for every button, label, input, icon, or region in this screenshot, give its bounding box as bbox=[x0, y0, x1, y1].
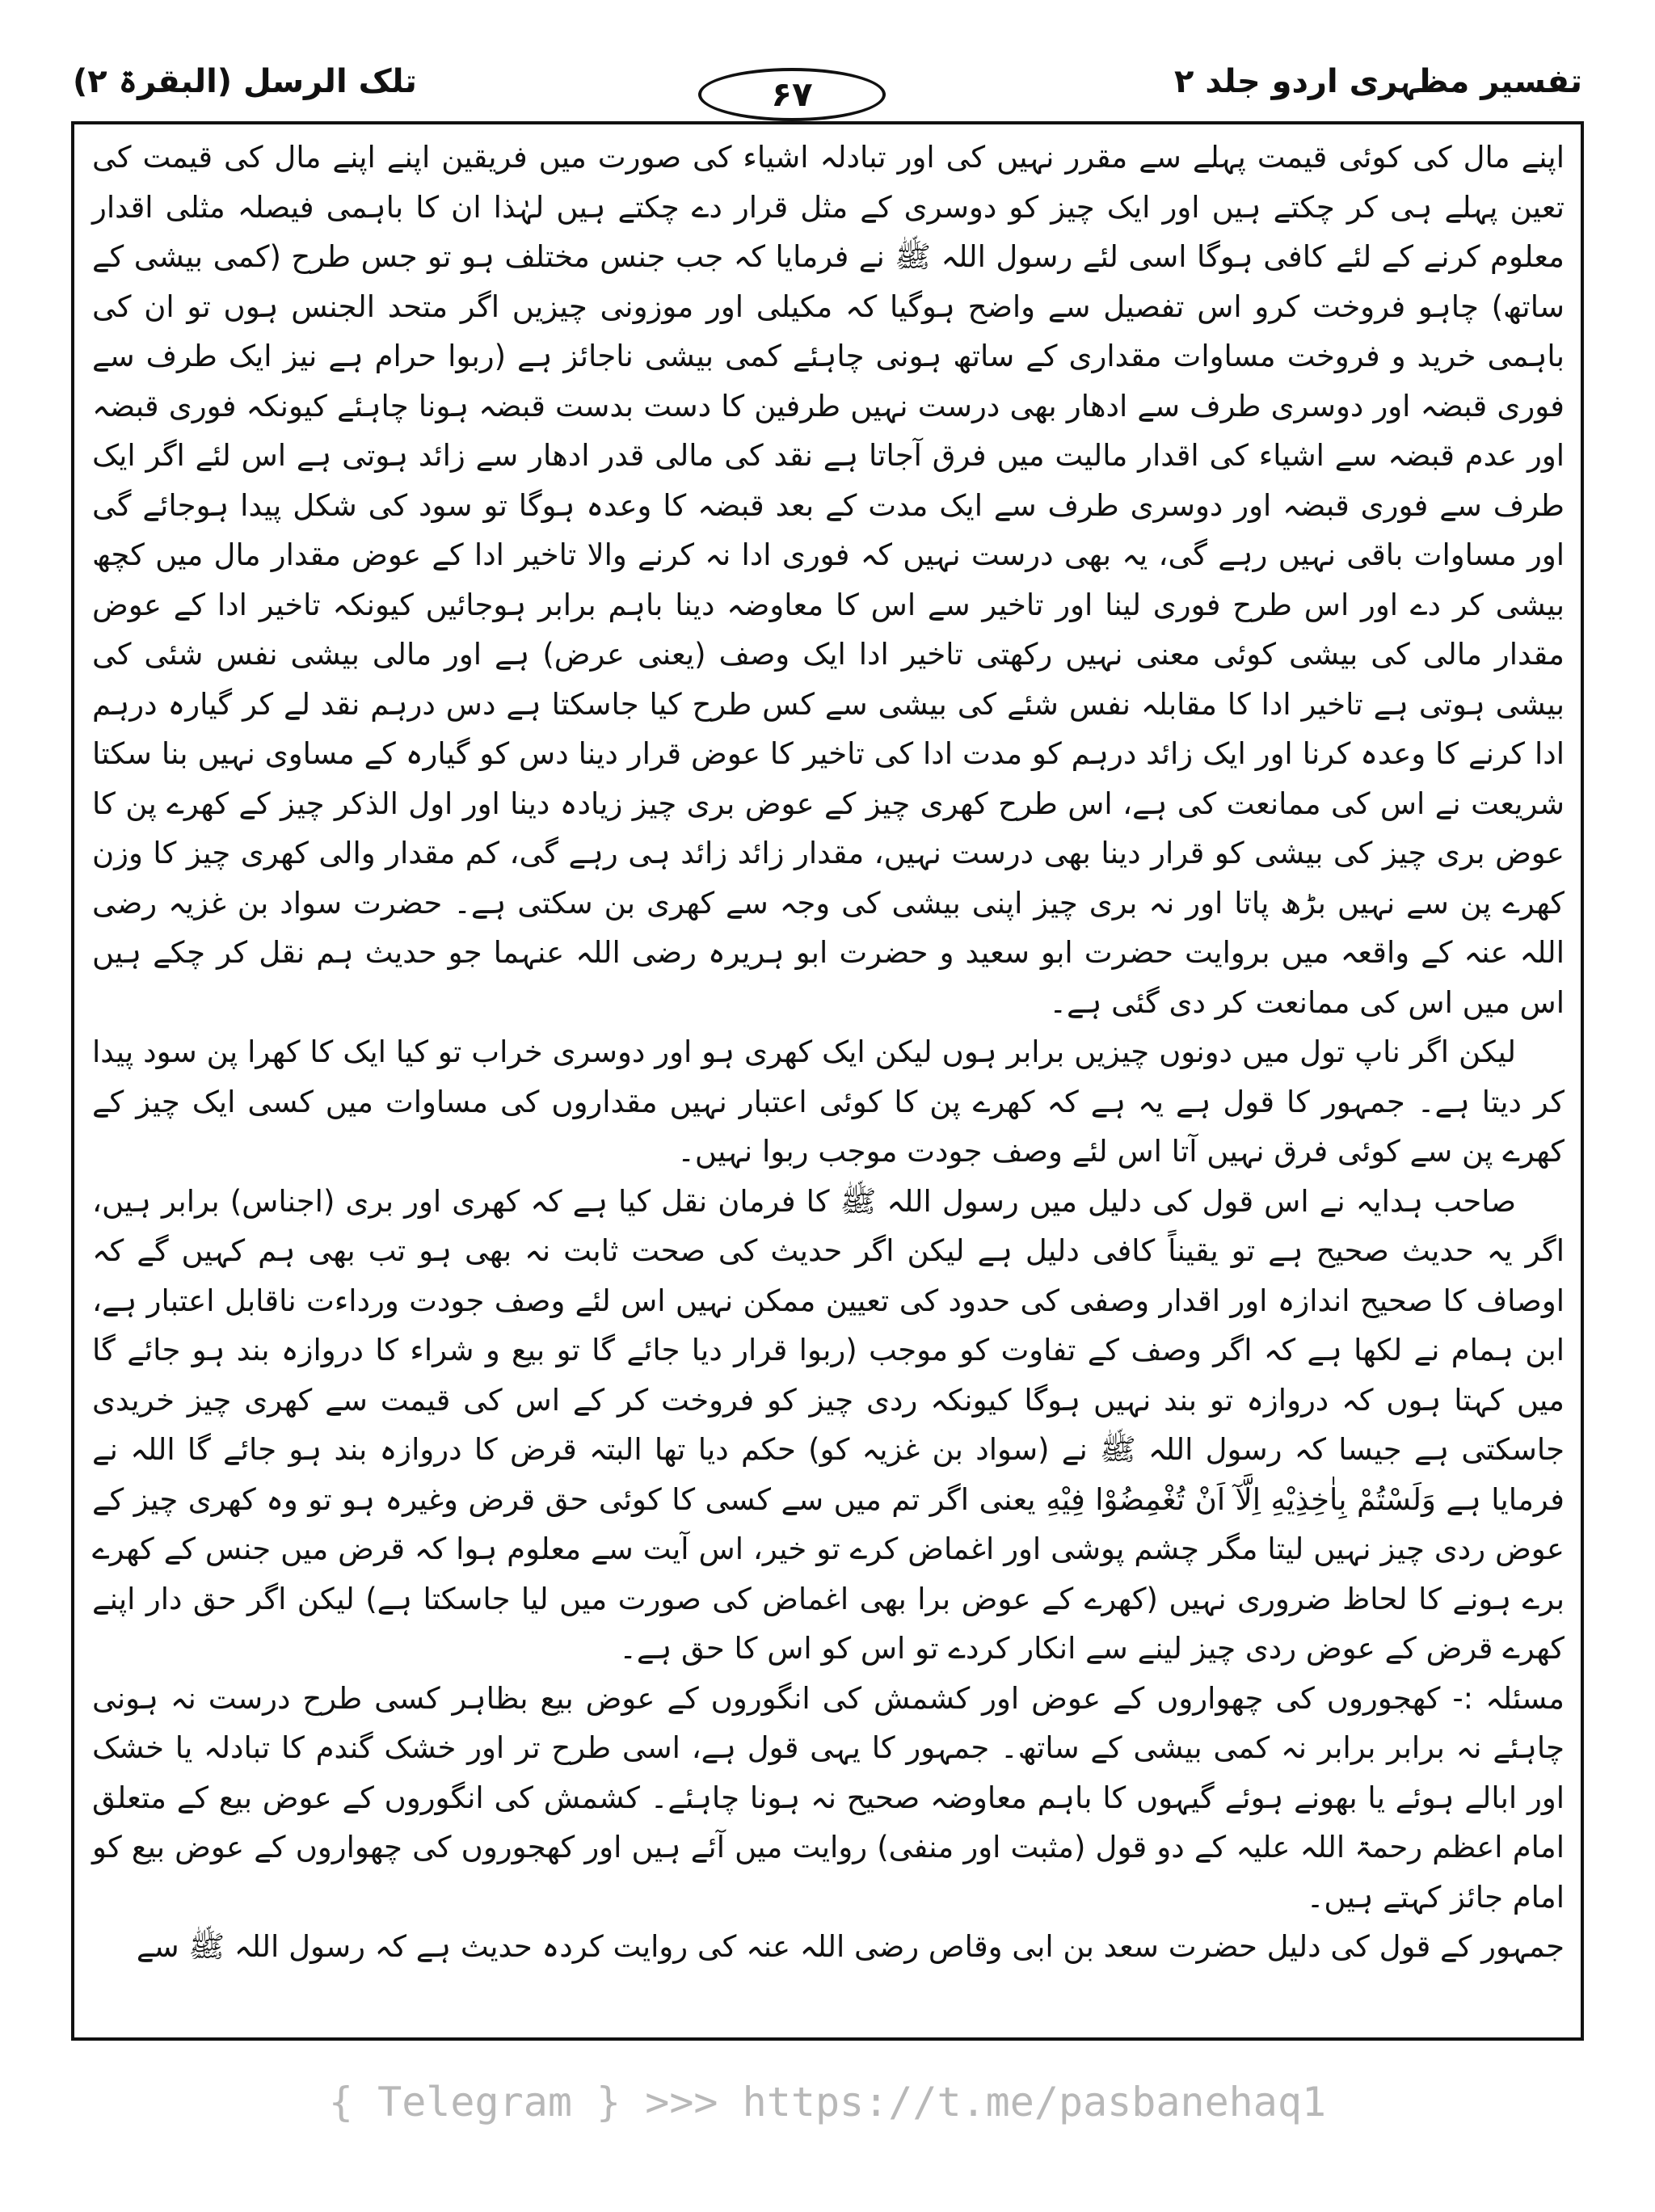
paragraph: جمہور کے قول کی دلیل حضرت سعد بن ابی وقاص رضی اللہ عنہ کی روایت کردہ حدیث ہے کہ رسول اللہ ﷺ سے bbox=[136, 1929, 1564, 1964]
page-number: ۶۷ bbox=[698, 68, 886, 121]
body-text bbox=[92, 133, 1564, 1972]
book-title: تفسیر مظہری اردو جلد ۲ bbox=[1174, 63, 1582, 100]
text-frame bbox=[71, 121, 1584, 2041]
page-header bbox=[0, 0, 1655, 121]
paragraph: مسئلہ :- کھجوروں کی چھواروں کے عوض اور کشمش کی انگوروں کے عوض بیع بظاہر کسی طرح درست نہ ہونی چاہئے نہ برابر برابر نہ کمی بیشی کے ساتھ۔ جمہور کا یہی قول ہے، اسی طرح تر اور خشک گندم کا تبادلہ یا خشک اور ابالے ہوئے یا بھونے ہوئے گیہوں کا باہم معاوضہ صحیح نہ ہونا چاہئے۔ کشمش کی انگوروں کے عوض بیع کے متعلق امام اعظم رحمۃ اللہ علیہ کے دو قول (مثبت اور منفی) روایت میں آئے ہیں اور کھجوروں کی چھواروں کے عوض بیع کو امام جائز کہتے ہیں۔ bbox=[92, 1680, 1564, 1915]
paragraph: صاحب ہدایہ نے اس قول کی دلیل میں رسول اللہ ﷺ کا فرمان نقل کیا ہے کہ کھری اور بری (اجناس) برابر ہیں، اگر یہ حدیث صحیح ہے تو یقیناً کافی دلیل ہے لیکن اگر حدیث کی صحت ثابت نہ بھی ہو تب بھی ہم کہیں گے کہ اوصاف کا صحیح اندازہ اور اقدار وصفی کی حدود کی تعیین ممکن نہیں اس لئے وصف جودت ورداءت ناقابل اعتبار ہے، ابن ہمام نے لکھا ہے کہ اگر وصف کے تفاوت کو موجب (ربوا قرار دیا جائے گا تو بیع و شراء کا دروازہ بند ہو جائے گا میں کہتا ہوں کہ دروازہ تو بند نہیں ہوگا کیونکہ ردی چیز کو فروخت کر کے اس کی قیمت سے کھری چیز خریدی جاسکتی ہے جیسا کہ رسول اللہ ﷺ نے (سواد بن غزیہ کو) حکم دیا تھا البتہ قرض کا دروازہ بند ہو جائے گا اللہ نے فرمایا ہے وَلَسْتُمْ بِاٰخِذِیْهِ اِلَّآ اَنْ تُغْمِضُوْا فِیْهِ یعنی اگر تم میں سے کسی کا کوئی حق قرض وغیرہ ہو تو وہ کھری چیز کے عوض ردی چیز نہیں لیتا مگر چشم پوشی اور اغماض کرے تو خیر، اس آیت سے معلوم ہوا کہ قرض میں جنس کے کھرے برے ہونے کا لحاظ ضروری نہیں (کھرے کے عوض برا بھی اغماض کی صورت میں لیا جاسکتا ہے) لیکن اگر حق دار اپنے کھرے قرض کے عوض ردی چیز لینے سے انکار کردے تو اس کو اس کا حق ہے۔ bbox=[92, 1183, 1564, 1666]
section-title: تلک الرسل (البقرۃ ۲) bbox=[73, 63, 417, 100]
telegram-watermark: { Telegram } >>> https://t.me/pasbanehaq1 bbox=[328, 2079, 1327, 2126]
paragraph: اپنے مال کی کوئی قیمت پہلے سے مقرر نہیں کی اور تبادلہ اشیاء کی صورت میں فریقین اپنے اپنے مال کی قیمت کی تعین پہلے ہی کر چکتے ہیں اور ایک چیز کو دوسری کے مثل قرار دے چکتے ہیں لہٰذا ان کا باہمی فیصلہ مثلی اقدار معلوم کرنے کے لئے کافی ہوگا اسی لئے رسول اللہ ﷺ نے فرمایا کہ جب جنس مختلف ہو تو جس طرح (کمی بیشی کے ساتھ) چاہو فروخت کرو اس تفصیل سے واضح ہوگیا کہ مکیلی اور موزونی چیزیں اگر متحد الجنس ہوں تو ان کی باہمی خرید و فروخت مساوات مقداری کے ساتھ ہونی چاہئے کمی بیشی ناجائز ہے (ربوا حرام ہے نیز ایک طرف سے فوری قبضہ اور دوسری طرف سے ادھار بھی درست نہیں طرفین کا دست بدست قبضہ ہونا چاہئے کیونکہ فوری قبضہ اور عدم قبضہ سے اشیاء کی اقدار مالیت میں فرق آجاتا ہے نقد کی مالی قدر ادھار سے زائد ہوتی ہے اس لئے اگر ایک طرف سے فوری قبضہ اور دوسری طرف سے ایک مدت کے بعد قبضہ کا وعدہ ہوگا تو سود کی شکل پیدا ہوجائے گی اور مساوات باقی نہیں رہے گی، یہ بھی درست نہیں کہ فوری ادا نہ کرنے والا تاخیر ادا کے عوض مقدار مال میں کچھ بیشی کر دے اور اس طرح فوری لینا اور تاخیر سے اس کا معاوضہ دینا باہم برابر ہوجائیں کیونکہ تاخیر ادا کے عوض مقدار مالی کی بیشی کوئی معنی نہیں رکھتی تاخیر ادا ایک وصف (یعنی عرض) ہے اور مالی بیشی نفس شئی کی بیشی ہوتی ہے تاخیر ادا کا مقابلہ نفس شئے کی بیشی سے کس طرح کیا جاسکتا ہے دس درہم نقد لے کر گیارہ درہم ادا کرنے کا وعدہ کرنا اور ایک زائد درہم کو مدت ادا کی تاخیر کا عوض قرار دینا دس کو گیارہ کے مساوی نہیں بنا سکتا شریعت نے اس کی ممانعت کی ہے، اس طرح کھری چیز کے عوض بری چیز زیادہ دینا اور اول الذکر چیز کے کھرے پن کا عوض بری چیز کی بیشی کو قرار دینا بھی درست نہیں، مقدار زائد زائد ہی رہے گی، کم مقدار والی کھری چیز کا وزن کھرے پن سے نہیں بڑھ پاتا اور نہ بری چیز اپنی بیشی کی وجہ سے کھری بن سکتی ہے۔ حضرت سواد بن غزیہ رضی اللہ عنہ کے واقعہ میں بروایت حضرت ابو سعید و حضرت ابو ہریرہ رضی اللہ عنہما جو حدیث ہم نقل کر چکے ہیں اس میں اس کی ممانعت کر دی گئی ہے۔ bbox=[92, 140, 1564, 1020]
paragraph: لیکن اگر ناپ تول میں دونوں چیزیں برابر ہوں لیکن ایک کھری ہو اور دوسری خراب تو کیا ایک کا کھرا پن سود پیدا کر دیتا ہے۔ جمہور کا قول ہے یہ ہے کہ کھرے پن کا کوئی اعتبار نہیں مقداروں کی مساوات میں کسی ایک چیز کے کھرے پن سے کوئی فرق نہیں آتا اس لئے وصف جودت موجب ربوا نہیں۔ bbox=[92, 1034, 1564, 1169]
